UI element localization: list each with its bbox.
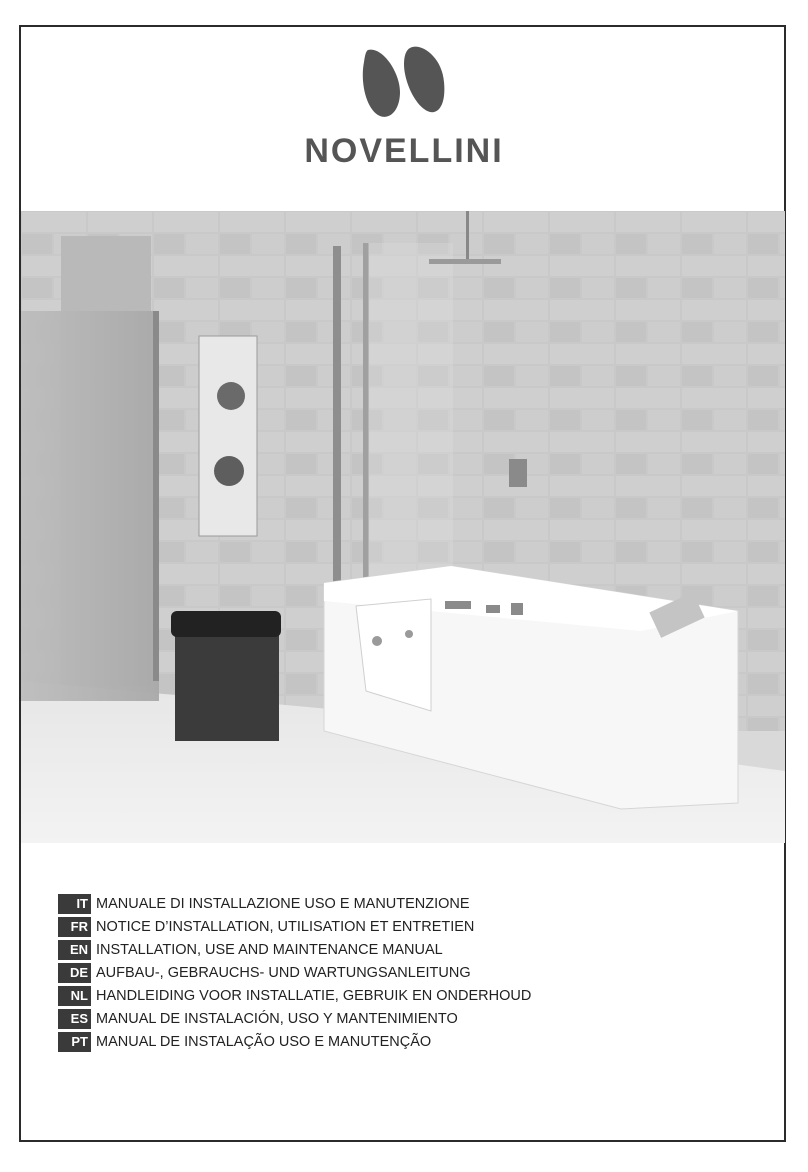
language-row <box>58 1007 531 1030</box>
language-code: DE <box>58 963 91 983</box>
language-title: MANUAL DE INSTALAÇÃO USO E MANUTENÇÃO <box>96 1033 432 1050</box>
language-title: HANDLEIDING VOOR INSTALLATIE, GEBRUIK EN ONDERHOUD <box>96 987 532 1004</box>
language-row <box>58 1030 531 1053</box>
language-row <box>58 892 531 915</box>
two-leaf-logo-icon <box>360 42 446 120</box>
brand-name: NOVELLINI <box>304 132 504 170</box>
language-code: EN <box>58 940 91 960</box>
language-code: IT <box>58 894 91 914</box>
language-code: NL <box>58 986 91 1006</box>
language-row <box>58 915 531 938</box>
language-title: INSTALLATION, USE AND MAINTENANCE MANUAL <box>96 941 443 958</box>
language-row <box>58 984 531 1007</box>
language-title: NOTICE D’INSTALLATION, UTILISATION ET ENTRETIEN <box>96 918 475 935</box>
language-title: AUFBAU-, GEBRAUCHS- UND WARTUNGSANLEITUNG <box>96 964 471 981</box>
language-code: ES <box>58 1009 91 1029</box>
language-code: PT <box>58 1032 91 1052</box>
hero-image <box>21 211 785 843</box>
language-title: MANUALE DI INSTALLAZIONE USO E MANUTENZIONE <box>96 895 470 912</box>
language-list <box>58 892 531 1053</box>
language-title: MANUAL DE INSTALACIÓN, USO Y MANTENIMIENTO <box>96 1010 458 1027</box>
language-row <box>58 938 531 961</box>
language-code: FR <box>58 917 91 937</box>
language-row <box>58 961 531 984</box>
